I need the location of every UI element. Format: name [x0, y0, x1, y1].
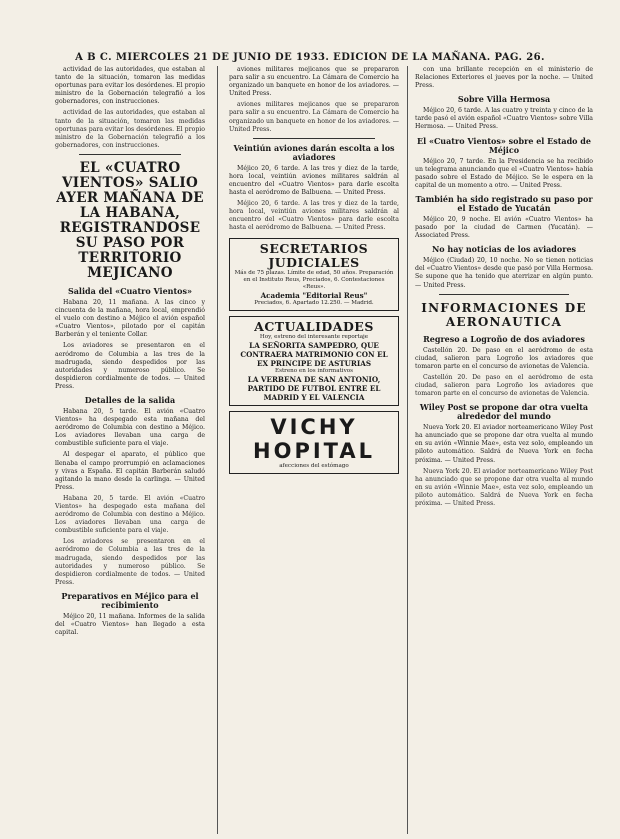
ad-title: VICHY HOPITAL: [253, 414, 375, 463]
section-banner-aeronautica: INFORMACIONES DE AERONAUTICA: [421, 300, 587, 329]
body-text: Méjico 20, 6 tarde. A las cuatro y treinta y cinco de la tarde pasó el avión español «Cuatro Vientos» sobre Villa Hermosa. — United Press.: [415, 107, 593, 131]
ad-feature: LA VERBENA DE SAN ANTONIO, PARTIDO DE FUTBOL ENTRE EL MADRID Y EL VALENCIA: [247, 374, 381, 402]
column-rule: [407, 66, 408, 834]
divider: [253, 138, 375, 139]
ad-actualidades: [229, 316, 399, 406]
column-rule: [217, 66, 218, 834]
ad-brand: Academia "Editorial Reus": [260, 290, 368, 300]
body-text: Castellón 20. De paso en el aeródromo de esta ciudad, salieron para Logroño los aviadores que tomaron parte en el concurso de avionetas de Valencia.: [415, 373, 593, 398]
section-title-escolta: Veintiún aviones darán escolta a los aviadores: [233, 142, 395, 162]
ad-title: SECRETARIOS JUDICIALES: [259, 240, 369, 270]
section-title-detalles: Detalles de la salida: [84, 394, 176, 405]
divider: [439, 294, 569, 295]
section-title-preparativos: Preparativos en Méjico para el recibimiento: [61, 590, 199, 610]
section-title-villa-hermosa: Sobre Villa Hermosa: [457, 94, 551, 105]
body-text: Nueva York 20. El aviador norteamericano Wiley Post ha anunciado que se propone dar otra vuelta al mundo en su avión «Winnie Mae», esta vez solo, empleando un piloto automático. Saldrá de Nueva York en fecha próxima. — United Press.: [415, 467, 593, 507]
section-title-logrono: Regreso a Logroño de dos aviadores: [423, 333, 585, 344]
body-text: Habana 20, 5 tarde. El avión «Cuatro Vientos» ha despegado esta mañana del aeródromo de Columbia con destino a Méjico. Los aviadores llevaban una carga de combustible suficiente para el viaje.: [55, 494, 205, 535]
page-header: A B C. MIERCOLES 21 DE JUNIO DE 1933. EDICION DE LA MAÑANA. PAG. 26.: [75, 52, 545, 63]
body-text: Al despegar el aparato, el público que llenaba el campo prorrumpió en aclamaciones y vivas a España. El capitán Barberán saludó agitando la mano desde la carlinga. — United Press.: [55, 451, 205, 491]
body-text: aviones militares mejicanos que se prepararon para salir a su encuentro. La Cámara de Comercio ha organizado un banquete en honor de los aviadores. — United Press.: [229, 66, 399, 98]
body-text: Los aviadores se presentaron en el aeródromo de Columbia a las tres de la madrugada, siendo despedidos por las autoridades y numeroso público. Se despidieron cordialmente de todos. — United Press.: [55, 538, 205, 586]
ad-text: Más de 75 plazas. Límite de edad, 50 años. Preparación en el Instituto Reus, Preciados, 6. Contestaciones «Reus».: [234, 269, 394, 290]
body-text: Los aviadores se presentaron en el aeródromo de Columbia a las tres de la madrugada, siendo despedidos por las autoridades y numeroso público. Se despidieron cordialmente de todos. — United Press.: [55, 342, 205, 390]
ad-address: Preciados, 6. Apartado 12.250. — Madrid.: [254, 299, 374, 306]
divider: [79, 154, 181, 155]
section-title-salida: Salida del «Cuatro Vientos»: [67, 285, 193, 296]
section-title-no-noticias: No hay noticias de los aviadores: [431, 244, 577, 255]
intro-text: actividad de las autoridades, que estaban al tanto de la situación, tomaron las medidas oportunas para evitar los desórdenes. El propio ministro de la Gobernación telegrafió a los gobernadores, con instrucciones.: [55, 66, 205, 106]
ad-subtitle: Estreno en los informativos: [274, 367, 353, 374]
column-right: [415, 66, 593, 836]
ad-vichy: [229, 411, 399, 474]
body-text: con una brillante recepción en el ministerio de Relaciones Exteriores el jueves por la noche. — United Press.: [415, 66, 593, 90]
ad-secretarios: [229, 238, 399, 311]
section-title-estado-mejico: El «Cuatro Vientos» sobre el Estado de Méjico: [417, 135, 591, 155]
main-headline: EL «CUATRO VIENTOS» SALIO AYER MAÑANA DE LA HABANA, REGISTRANDOSE SU PASO POR TERRITORIO MEJICANO: [56, 159, 204, 281]
body-text: Nueva York 20. El aviador norteamericano Wiley Post ha anunciado que se propone dar otra vuelta al mundo en su avión «Winnie Mae», esta vez solo, empleando un piloto automático. Saldrá de Nueva York en fecha próxima. — United Press.: [415, 424, 593, 464]
body-text: Habana 20, 5 tarde. El avión «Cuatro Vientos» ha despegado esta mañana del aeródromo de Columbia con destino a Méjico. Los aviadores llevaban una carga de combustible suficiente para el viaje.: [55, 407, 205, 448]
ad-subtitle: afecciones del estómago: [279, 462, 349, 469]
body-text: Méjico 20, 6 tarde. A las tres y diez de la tarde, hora local, veintiún aviones militares saldrán al encuentro del «Cuatro Vientos» para darle escolta hasta el aeródromo de Balbuena. — United Press.: [229, 164, 399, 197]
body-text: aviones militares mejicanos que se prepararon para salir a su encuentro. La Cámara de Comercio ha organizado un banquete en honor de los aviadores. — United Press.: [229, 101, 399, 133]
body-text: actividad de las autoridades, que estaban al tanto de la situación, tomaron las medidas oportunas para evitar los desórdenes. El propio ministro de la Gobernación telegrafió a los gobernadores, con instrucciones.: [55, 109, 205, 149]
body-text: Méjico (Ciudad) 20, 10 noche. No se tienen noticias del «Cuatro Vientos» desde que pasó por Villa Hermosa. Se supone que ha tenido que aterrizar en algún punto. — United Press.: [415, 257, 593, 289]
body-text: Méjico 20, 11 mañana. Informes de la salida del «Cuatro Vientos» han llegado a esta capital.: [55, 612, 205, 637]
body-text: Castellón 20. De paso en el aeródromo de esta ciudad, salieron para Logroño los aviadores que tomaron parte en el concurso de avionetas de Valencia.: [415, 346, 593, 370]
ad-title: ACTUALIDADES: [254, 318, 374, 334]
section-title-yucatan: También ha sido registrado su paso por el Estado de Yucatán: [415, 193, 593, 213]
ad-subtitle: Hoy, estreno del interesante reportaje: [259, 333, 369, 340]
body-text: Habana 20, 11 mañana. A las cinco y cincuenta de la mañana, hora local, emprendió el vuelo con destino a Méjico el avión español «Cuatro Vientos», pilotado por el capitán Barberán y el teniente Collar.: [55, 298, 205, 339]
ad-feature: LA SEÑORITA SAMPEDRO, QUE CONTRAERA MATRIMONIO CON EL EX PRINCIPE DE ASTURIAS: [240, 340, 388, 368]
column-middle: [229, 66, 399, 836]
body-text: Méjico 20, 7 tarde. En la Presidencia se ha recibido un telegrama anunciando que el «Cuatro Vientos» había pasado sobre el Estado de Méjico. Se le espera en la capital de un momento a otro. — United Press.: [415, 157, 593, 189]
body-text: Méjico 20, 6 tarde. A las tres y diez de la tarde, hora local, veintiún aviones militares saldrán al encuentro del «Cuatro Vientos» para darle escolta hasta el aeródromo de Balbuena. — United Press.: [229, 200, 399, 232]
body-text: Méjico 20, 9 noche. El avión «Cuatro Vientos» ha pasado por la ciudad de Carmen (Yucatán). — Associated Press.: [415, 215, 593, 240]
column-left: [55, 66, 205, 836]
section-title-wiley-post: Wiley Post se propone dar otra vuelta alrededor del mundo: [419, 402, 589, 422]
